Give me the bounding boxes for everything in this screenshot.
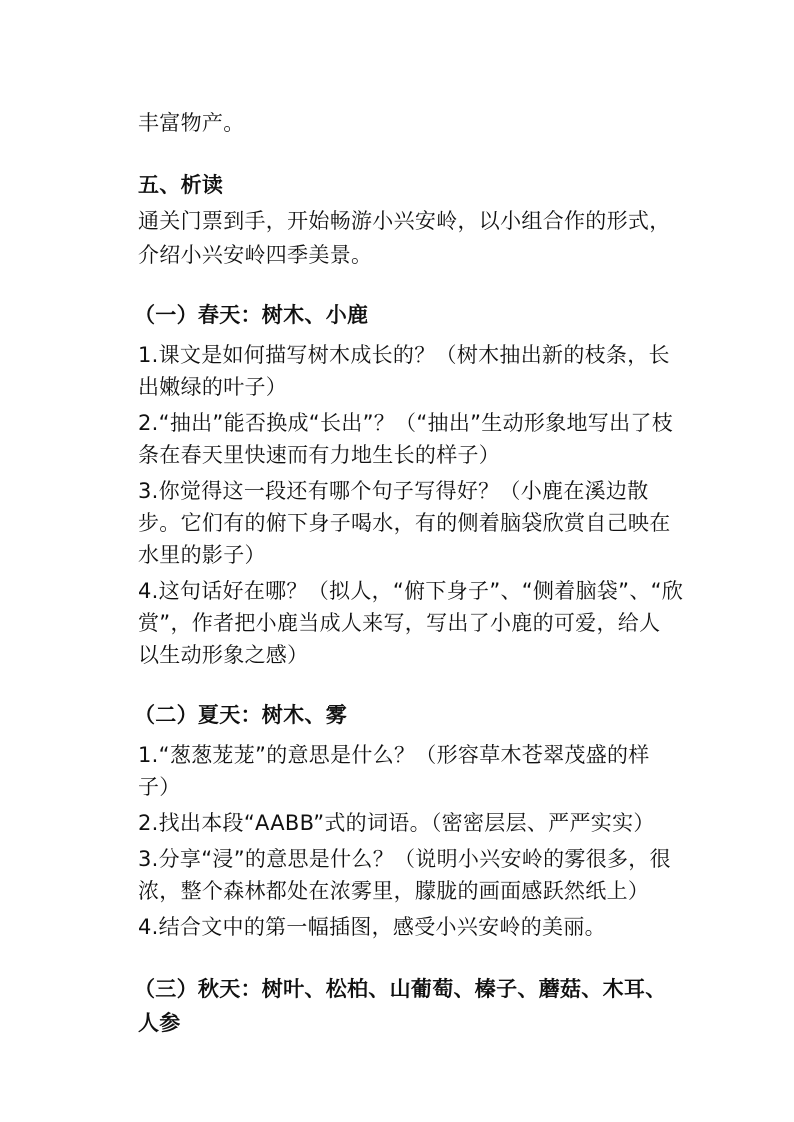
subsection-heading: （二）夏天：树木、雾 — [134, 703, 347, 727]
paragraph-line: 介绍小兴安岭四季美景。 — [138, 243, 373, 267]
question-line: 4.这句话好在哪？（拟人，“俯下身子”、“侧着脑袋”、“欣 — [138, 579, 684, 603]
question-line: 1.“葱葱茏茏”的意思是什么？（形容草木苍翠茂盛的样 — [138, 743, 650, 767]
question-line: 条在春天里快速而有力地生长的样子） — [138, 443, 501, 467]
question-line: 2.“抽出”能否换成“长出”？（“抽出”生动形象地写出了枝 — [138, 411, 674, 435]
question-line: 2.找出本段“AABB”式的词语。（密密层层、严严实实） — [138, 811, 655, 835]
question-line: 浓，整个森林都处在浓雾里，朦胧的画面感跃然纸上） — [138, 879, 650, 903]
paragraph-line: 丰富物产。 — [138, 111, 245, 135]
question-line: 赏”，作者把小鹿当成人来写，写出了小鹿的可爱，给人 — [138, 611, 661, 635]
subsection-heading-continued: 人参 — [138, 1011, 181, 1035]
question-line: 1.课文是如何描写树木成长的？（树木抽出新的枝条，长 — [138, 343, 670, 367]
subsection-heading: （三）秋天：树叶、松柏、山葡萄、榛子、蘑菇、木耳、 — [134, 977, 667, 1001]
question-line: 出嫩绿的叶子） — [138, 375, 288, 399]
paragraph-line: 通关门票到手，开始畅游小兴安岭，以小组合作的形式， — [138, 209, 671, 233]
section-heading: 五、析读 — [138, 173, 224, 197]
question-line: 步。它们有的俯下身子喝水，有的侧着脑袋欣赏自己映在 — [138, 511, 671, 535]
question-line: 3.分享“浸”的意思是什么？（说明小兴安岭的雾很多，很 — [138, 847, 671, 871]
question-line: 3.你觉得这一段还有哪个句子写得好？（小鹿在溪边散 — [138, 479, 649, 503]
question-line: 子） — [138, 775, 181, 799]
question-line: 以生动形象之感） — [138, 643, 309, 667]
question-line: 水里的影子） — [138, 543, 266, 567]
subsection-heading: （一）春天：树木、小鹿 — [134, 303, 369, 327]
question-line: 4.结合文中的第一幅插图，感受小兴安岭的美丽。 — [138, 915, 606, 939]
